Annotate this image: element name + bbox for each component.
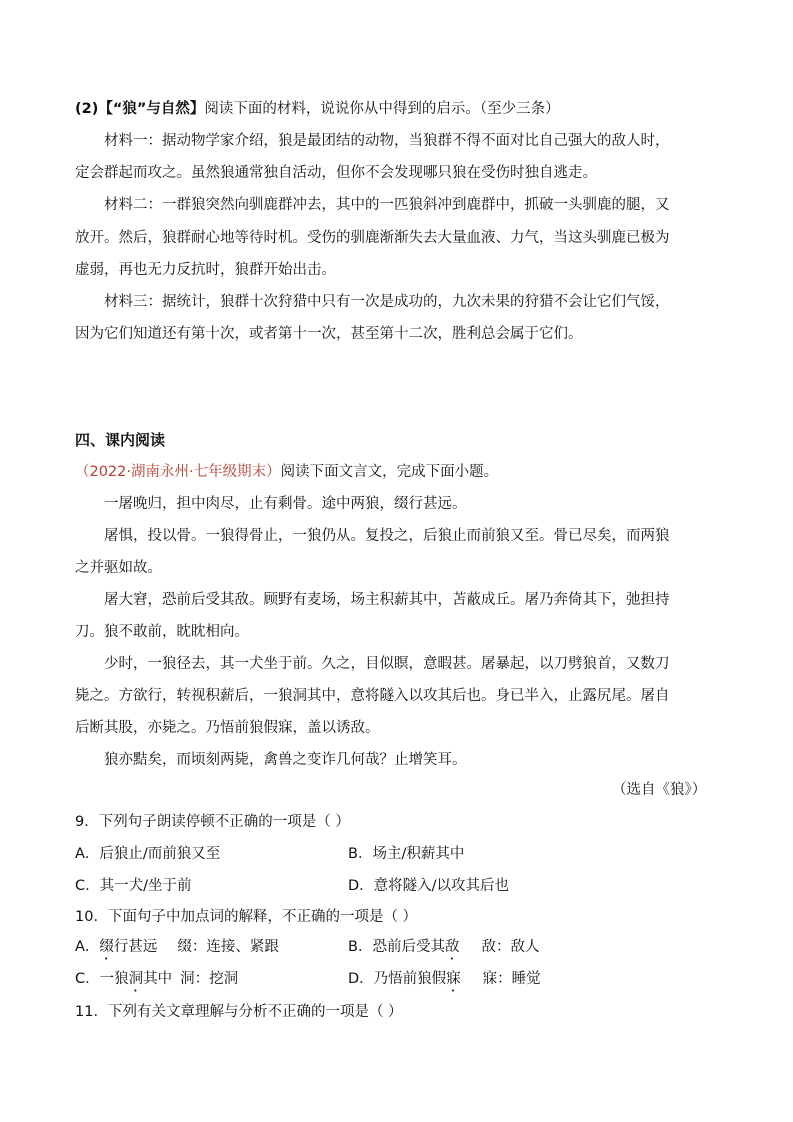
question-9-option-a[interactable]: A．后狼止/而前狼又至 xyxy=(75,846,221,862)
passage-paragraph-4-line-3: 后断其股，亦毙之。乃悟前狼假寐，盖以诱敌。 xyxy=(75,720,380,736)
question-9-stem: 9．下列句子朗读停顿不正确的一项是（ ） xyxy=(75,814,350,830)
option-b-dotted-word: 敌 xyxy=(444,939,460,955)
passage-paragraph-4-line-2: 毙之。方欲行，转视积薪后，一狼洞其中，意将隧入以攻其后也。身已半入，止露尻尾。屠自 xyxy=(75,688,670,704)
question-2-text: 阅读下面的材料，说说你从中得到的启示。（至少三条） xyxy=(204,101,560,117)
question-10-option-a[interactable] xyxy=(75,937,279,963)
passage-paragraph-5: 狼亦黠矣，而顷刻两毙，禽兽之变诈几何哉？止增笑耳。 xyxy=(104,752,467,768)
question-9-option-d[interactable]: D．意将隧入/以攻其后也 xyxy=(348,878,510,894)
option-d-prefix: D．乃悟前狼假 xyxy=(348,971,447,987)
passage-paragraph-3-line-1: 屠大窘，恐前后受其敌。顾野有麦场，场主积薪其中，苫蔽成丘。屠乃奔倚其下，弛担持 xyxy=(104,592,670,608)
source-tag: （2022·湖南永州·七年级期末） xyxy=(75,464,281,480)
question-9-option-c[interactable]: C．其一犬/坐于前 xyxy=(75,878,192,894)
option-a-prefix: A． xyxy=(75,939,100,955)
option-a-dotted-word: 缀 xyxy=(99,939,114,955)
passage-paragraph-3-line-2: 刀。狼不敢前，眈眈相向。 xyxy=(75,624,249,640)
option-b-gloss: 敌：敌人 xyxy=(481,939,540,955)
material-2-line-2: 放开。然后，狼群耐心地等待时机。受伤的驯鹿渐渐失去大量血液、力气，当这头驯鹿已极为 xyxy=(75,230,670,246)
option-d-gloss: 寐：睡觉 xyxy=(482,971,541,987)
material-1-line-1: 材料一：据动物学家介绍，狼是最团结的动物，当狼群不得不面对比自己强大的敌人时， xyxy=(104,133,670,149)
option-a-gloss: 缀：连接、紧跟 xyxy=(177,939,279,955)
material-3-line-1: 材料三：据统计，狼群十次狩猎中只有一次是成功的，九次未果的狩猎不会让它们气馁， xyxy=(104,294,670,310)
option-c-prefix: C．一狼 xyxy=(75,971,129,987)
question-10-option-b[interactable] xyxy=(348,937,539,963)
question-2-title xyxy=(75,99,560,119)
material-2-line-1: 材料二：一群狼突然向驯鹿群冲去，其中的一匹狼斜冲到鹿群中，抓破一头驯鹿的腿，又 xyxy=(104,197,670,213)
material-1-line-2: 定会群起而攻之。虽然狼通常独自活动，但你不会发现哪只狼在受伤时独自逃走。 xyxy=(75,165,597,181)
question-11-stem: 11．下列有关文章理解与分析不正确的一项是（ ） xyxy=(75,1004,403,1020)
source-line xyxy=(75,462,498,482)
question-10-option-c[interactable] xyxy=(75,969,238,995)
passage-paragraph-2-line-1: 屠惧，投以骨。一狼得骨止，一狼仍从。复投之，后狼止而前狼又至。骨已尽矣，而两狼 xyxy=(104,528,670,544)
reading-instruction: 阅读下面文言文，完成下面小题。 xyxy=(280,464,499,480)
passage-paragraph-2-line-2: 之并驱如故。 xyxy=(75,560,162,576)
option-c-rest: 其中 xyxy=(143,971,173,987)
question-2-prefix: (2)【“狼”与自然】 xyxy=(75,101,205,117)
passage-paragraph-4-line-1: 少时，一狼径去，其一犬坐于前。久之，目似瞑，意暇甚。屠暴起，以刀劈狼首，又数刀 xyxy=(104,656,670,672)
option-c-gloss: 洞：挖洞 xyxy=(180,971,239,987)
option-c-dotted-word: 洞 xyxy=(128,971,144,987)
question-10-stem: 10．下面句子中加点词的解释，不正确的一项是（ ） xyxy=(75,909,418,925)
passage-paragraph-1: 一屠晚归，担中肉尽，止有剩骨。途中两狼，缀行甚远。 xyxy=(104,496,467,512)
question-9-option-b[interactable]: B．场主/积薪其中 xyxy=(348,846,465,862)
section-heading: 四、课内阅读 xyxy=(75,431,166,449)
material-3-line-2: 因为它们知道还有第十次，或者第十一次，甚至第十二次，胜利总会属于它们。 xyxy=(75,326,583,342)
material-2-line-3: 虚弱，再也无力反抗时，狼群开始出击。 xyxy=(75,262,336,278)
option-a-rest: 行甚远 xyxy=(113,939,158,955)
option-d-dotted-word: 寐 xyxy=(446,971,461,987)
question-10-option-d[interactable] xyxy=(348,969,541,995)
option-b-prefix: B．恐前后受其 xyxy=(348,939,445,955)
passage-citation: （选自《狼》） xyxy=(612,782,707,798)
